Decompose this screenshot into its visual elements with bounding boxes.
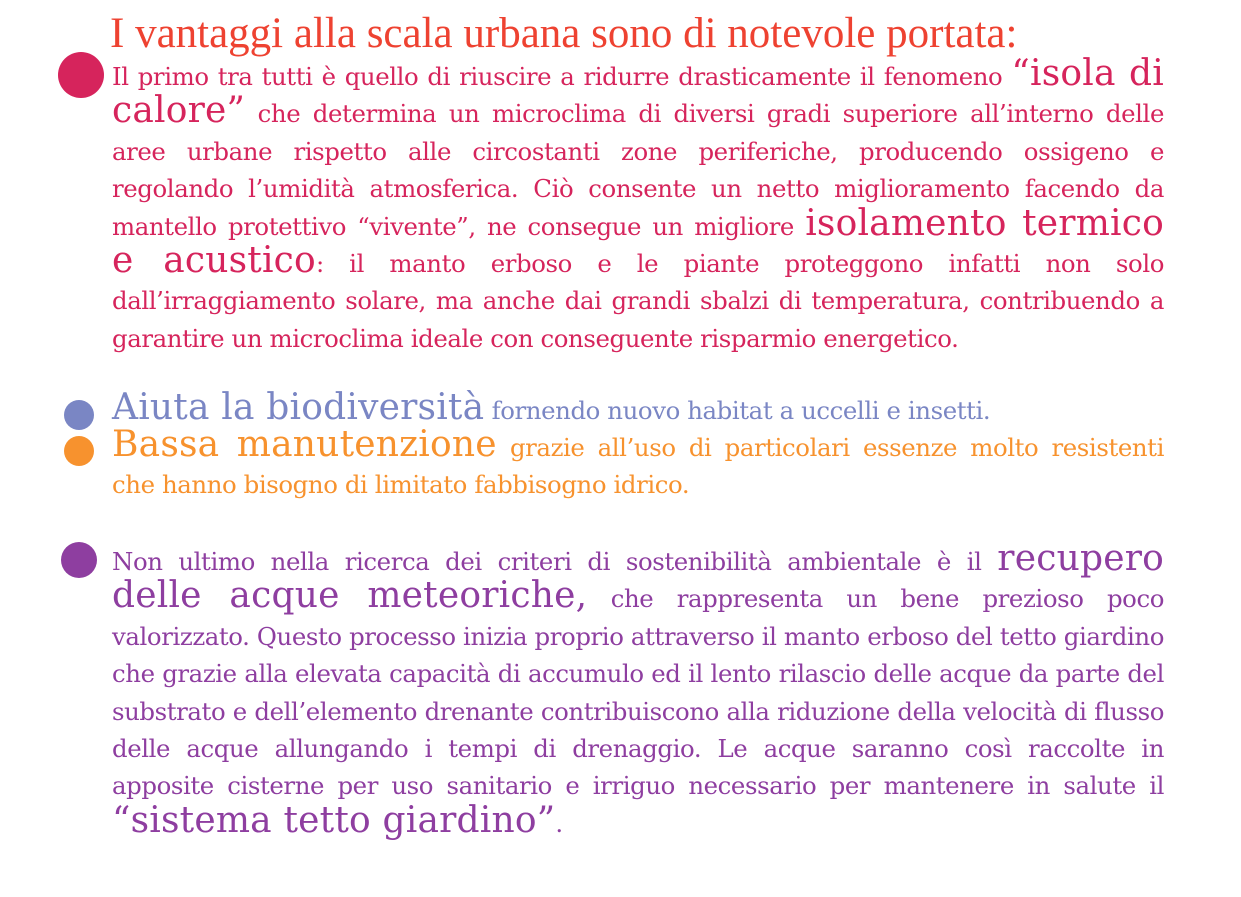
maintenance-paragraph bbox=[112, 424, 1164, 503]
rainwater-text-1: Non ultimo nella ricerca dei criteri di sostenibilità ambientale è il bbox=[112, 547, 998, 576]
urban-heat-text-2: che determina un microclima di diversi gradi superiore all’interno delle aree urbane rispetto alle circostanti zone periferiche, producendo ossigeno e regolando l’umidità atmosferica. Ciò consente un netto miglioramento facendo da mantello protettivo “vivente”, ne consegue un migliore bbox=[112, 99, 1164, 241]
maintenance-highlight: Bassa manutenzione bbox=[112, 424, 497, 465]
maintenance-text: grazie all’uso di particolari essenze molto resistenti che hanno bisogno di limitato fabbisogno idrico. bbox=[112, 433, 1164, 499]
sistema-tetto-giardino-highlight: “sistema tetto giardino” bbox=[112, 799, 556, 841]
biodiversity-text: fornendo nuovo habitat a uccelli e insetti. bbox=[484, 396, 991, 425]
biodiversity-highlight: Aiuta la biodiversità bbox=[112, 387, 485, 428]
blue-bullet-icon bbox=[64, 400, 94, 430]
isola-di-calore-highlight: “isola di calore” bbox=[112, 53, 1164, 132]
page-title: I vantaggi alla scala urbana sono di notevole portata: bbox=[110, 10, 1018, 57]
rainwater-text-3: . bbox=[555, 808, 563, 838]
urban-heat-text-3: : il manto erboso e le piante proteggono infatti non solo dall’irraggiamento solare, ma anche dai grandi sbalzi di temperatura, contribuendo a garantire un microclima ideale con conseguente risparmio energetico. bbox=[112, 249, 1165, 353]
orange-bullet-icon bbox=[64, 436, 94, 466]
isolamento-highlight: isolamento termico e acustico bbox=[112, 202, 1165, 282]
rainwater-text-2: che rappresenta un bene prezioso poco valorizzato. Questo processo inizia proprio attraverso il manto erboso del tetto giardino che grazie alla elevata capacità di accumulo ed il lento rilascio delle acque da parte del substrato e dell’elemento drenante contribuiscono alla riduzione della velocità di flusso delle acque allungando i tempi di drenaggio. Le acque saranno così raccolte in apposite cisterne per uso sanitario e irriguo necessario per mantenere in salute il bbox=[112, 584, 1164, 801]
rainwater-paragraph bbox=[112, 538, 1164, 842]
urban-heat-text-1: Il primo tra tutti è quello di riuscire a ridurre drasticamente il fenomeno bbox=[112, 62, 1012, 91]
rainwater-recovery-highlight: recupero delle acque meteoriche, bbox=[112, 538, 1164, 617]
purple-bullet-icon bbox=[61, 542, 97, 578]
urban-heat-paragraph bbox=[112, 53, 1165, 357]
pink-bullet-icon bbox=[58, 52, 104, 98]
